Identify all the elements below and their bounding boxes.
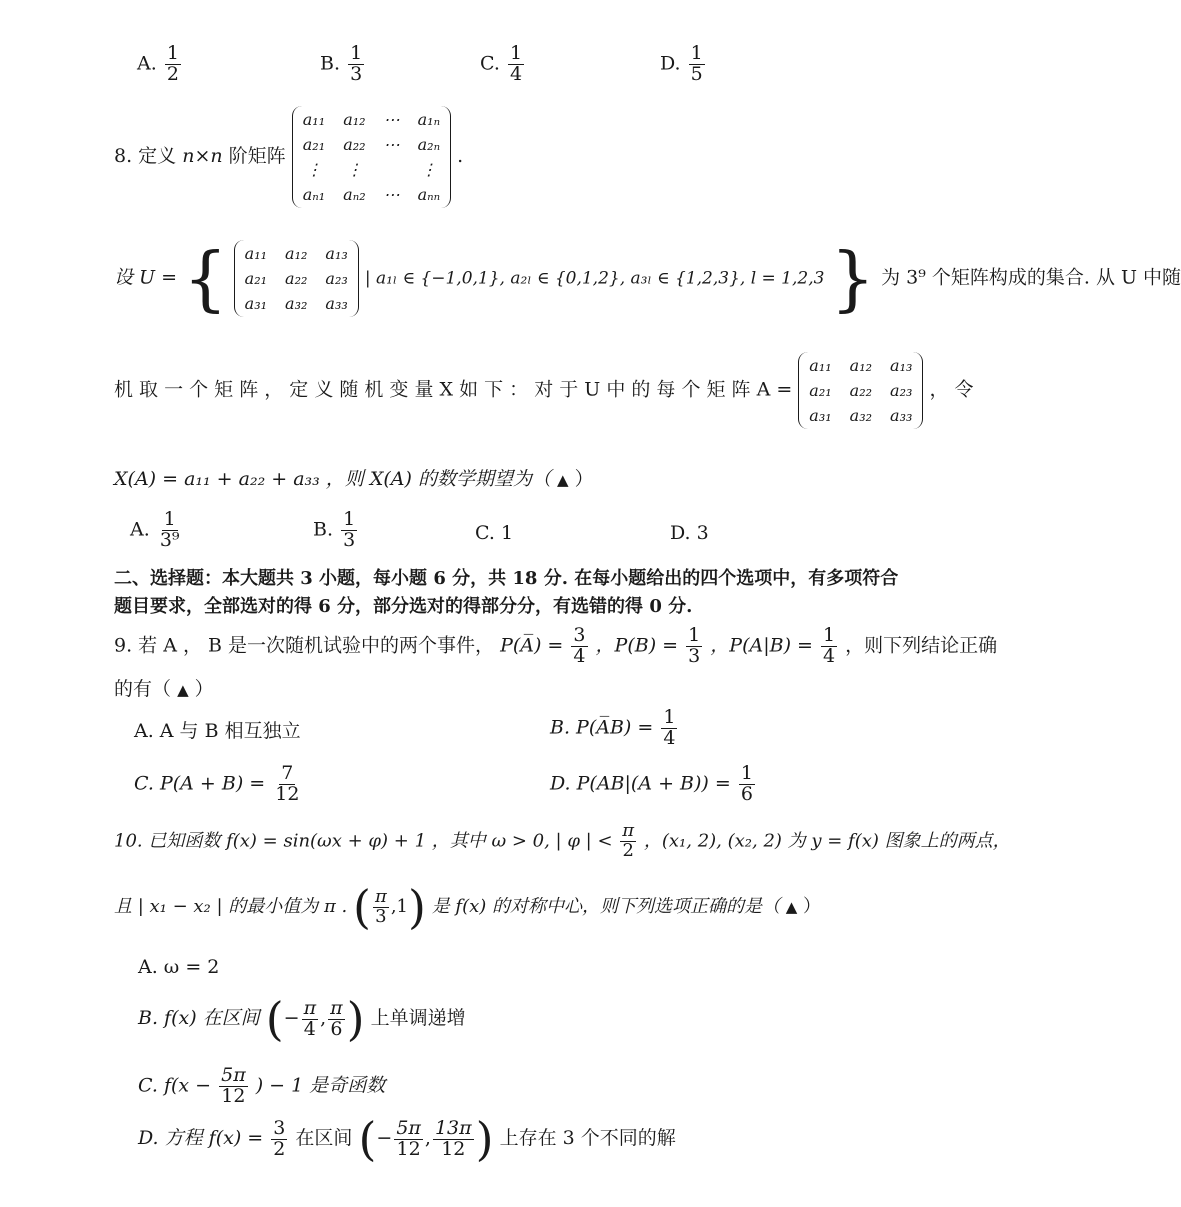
fraction: $\frac{1}{3}$: [343, 508, 356, 551]
q8-option-a: A. $\frac{1}{\text{3⁹}}$: [130, 508, 180, 551]
matrix-entry: a₂₂: [285, 269, 308, 288]
fraction: $\frac{\pi}{4}$: [303, 996, 317, 1040]
q7-option-a: A. $\frac{1}{2}$: [137, 42, 179, 85]
matrix-entry: a₂₂: [343, 135, 366, 154]
matrix-entry: a₃₂: [285, 294, 308, 313]
fraction: $\frac{3}{2}$: [273, 1116, 286, 1160]
matrix-3-by-3: [798, 352, 923, 429]
matrix-entry: [384, 160, 400, 179]
q10-option-b: B. f(x) 在区间 (− $\frac{\pi}{4}$ , $\frac{\pi}{6}$ ) 上单调递增: [138, 992, 466, 1046]
q9-stem: 9. 若 A ， B 是一次随机试验中的两个事件， P(A̅) = $\frac{3}{4}$ ，P(B) = $\frac{1}{3}$ ，P(A|B) = $\frac{1}{4}$ ，则下列结论正确: [114, 624, 998, 667]
section2-header-line2: 题目要求，全部选对的得 6 分，部分选对的得部分分，有选错的得 0 分.: [114, 596, 693, 617]
matrix-entry: aₙₙ: [417, 185, 441, 204]
fraction: $\frac{1}{5}$: [690, 42, 703, 85]
q9-option-c: C. P(A + B) = $\frac{7}{12}$: [134, 762, 300, 805]
matrix-entry: a₁₂: [343, 110, 366, 129]
matrix-entry: a₂₃: [325, 269, 348, 288]
matrix-entry: a₃₃: [325, 294, 348, 313]
q8-option-b: B. $\frac{1}{3}$: [313, 508, 356, 551]
matrix-entry: a₃₁: [244, 294, 268, 313]
matrix-entry: ⋯: [383, 135, 400, 154]
q10-stem: 10. 已知函数 f(x) = sin(ωx + φ) + 1 ，其中 ω > 0, | φ | < $\frac{\pi}{2}$ ，(x₁, 2), (x₂, 2) 为 y = f(x) 图象上的两点，: [114, 820, 1011, 861]
fraction: $\frac{\pi}{2}$: [622, 820, 635, 861]
set-u-definition: 设 U = { a₁₁ a₁₂ a₁₃ a₂₁ a₂₂ a₂₃ a₃₁ a₃₂ a₃₃ | a₁ₗ ∈ {−1,0,1}, a₂ₗ ∈ {0,1,2}, a₃ₗ ∈ {1,2,3}, l = 1,2,3 } 为 3⁹ 个矩阵构成的集合. 从 U 中随: [114, 237, 1181, 320]
q7-option-c: C. $\frac{1}{4}$: [480, 42, 523, 85]
matrix-entry: a₁₃: [890, 356, 913, 375]
matrix-entry: ⋯: [383, 185, 400, 204]
q7-option-b: B. $\frac{1}{3}$: [320, 42, 363, 85]
fraction: $\frac{1}{4}$: [822, 624, 836, 667]
q9-option-a: A. A 与 B 相互独立: [134, 720, 301, 742]
fraction: $\frac{\pi}{3}$: [374, 885, 387, 927]
fraction: $\frac{13\pi}{12}$: [434, 1116, 472, 1160]
matrix-n-by-n: [292, 106, 451, 208]
q10-option-d: D. 方程 f(x) = $\frac{3}{2}$ 在区间 (− $\frac{5\pi}{12}$ , $\frac{13\pi}{12}$ ) 上存在 3 个不同的解: [138, 1112, 676, 1166]
fraction: $\frac{\pi}{6}$: [330, 996, 343, 1040]
fraction: $\frac{1}{3}$: [688, 624, 701, 667]
fraction: $\frac{1}{3}$: [350, 42, 363, 85]
matrix-entry: a₁ₙ: [417, 110, 441, 129]
q8-expectation-line: X(A) = a₁₁ + a₂₂ + a₃₃ ，则 X(A) 的数学期望为（ ▲ ）: [114, 468, 594, 490]
matrix-entry: a₃₁: [809, 406, 832, 425]
q8-random-variable-line: 机 取 一 个 矩 阵 ， 定 义 随 机 变 量 X 如 下 ： 对 于 U 中 的 每 个 矩 阵 A = a₁₁ a₁₂ a₁₃ a₂₁ a₂₂ a₂₃ a₃₁ a₃₂ a₃₃ ， 令: [114, 352, 974, 429]
matrix-entry: a₁₂: [285, 244, 308, 263]
q9-option-b: B. P(A̅B) = $\frac{1}{4}$: [550, 706, 676, 749]
matrix-entry: a₁₁: [809, 356, 832, 375]
triangle-icon: ▲: [557, 471, 569, 489]
matrix-entry: ⋮: [420, 160, 437, 179]
fraction: $\frac{7}{12}$: [275, 762, 300, 805]
matrix-entry: aₙ₁: [302, 185, 326, 204]
q10-stem-line2: 且 | x₁ − x₂ | 的最小值为 π . ( $\frac{\pi}{3}$ ,1) 是 f(x) 的对称中心，则下列选项正确的是（ ▲ ）: [114, 880, 822, 934]
matrix-entry: a₂₁: [244, 269, 268, 288]
matrix-entry: ⋮: [346, 160, 363, 179]
q10-option-a: A. ω = 2: [138, 956, 220, 978]
q7-option-d: D. $\frac{1}{5}$: [660, 42, 703, 85]
matrix-entry: a₂₃: [890, 381, 913, 400]
q8-option-d: D. 3: [670, 522, 709, 544]
fraction: $\frac{1}{4}$: [663, 706, 676, 749]
matrix-entry: a₂₂: [849, 381, 873, 400]
matrix-entry: a₁₁: [244, 244, 268, 263]
fraction: $\frac{5\pi}{12}$: [221, 1064, 246, 1107]
matrix-entry: ⋯: [383, 110, 400, 129]
fraction: $\frac{1}{2}$: [166, 42, 179, 85]
matrix-entry: a₂₁: [302, 135, 326, 154]
matrix-entry: a₁₁: [302, 110, 326, 129]
matrix-entry: a₂ₙ: [417, 135, 441, 154]
matrix-entry: a₃₂: [849, 406, 873, 425]
q8-option-c: C. 1: [475, 522, 514, 544]
triangle-icon: ▲: [177, 681, 189, 699]
fraction: $\frac{1}{6}$: [740, 762, 753, 805]
fraction: $\frac{1}{\text{3⁹}}$: [159, 508, 180, 551]
q10-option-c: C. f(x − $\frac{5\pi}{12}$ ) − 1 是奇函数: [138, 1064, 386, 1107]
q8-definition: 8. 定义 n×n 阶矩阵 a₁₁ a₁₂ ⋯ a₁ₙ a₂₁ a₂₂ ⋯ a₂ₙ ⋮ ⋮ ⋮ aₙ₁ aₙ₂ ⋯ aₙₙ .: [114, 106, 463, 208]
matrix-entry: a₂₁: [809, 381, 832, 400]
matrix-3-by-3: [234, 240, 359, 317]
matrix-entry: a₃₃: [890, 406, 913, 425]
fraction: $\frac{3}{4}$: [573, 624, 586, 667]
fraction: $\frac{1}{4}$: [509, 42, 523, 85]
q9-stem-line2: 的有（ ▲ ）: [114, 678, 214, 700]
triangle-icon: ▲: [785, 898, 798, 916]
q9-option-d: D. P(AB|(A + B)) = $\frac{1}{6}$: [550, 762, 753, 805]
matrix-entry: a₁₂: [849, 356, 873, 375]
fraction: $\frac{5\pi}{12}$: [396, 1116, 421, 1160]
section2-header-line1: 二、选择题：本大题共 3 小题，每小题 6 分，共 18 分. 在每小题给出的四个选项中，有多项符合: [114, 568, 899, 589]
matrix-entry: ⋮: [305, 160, 322, 179]
matrix-entry: a₁₃: [325, 244, 348, 263]
matrix-entry: aₙ₂: [343, 185, 366, 204]
